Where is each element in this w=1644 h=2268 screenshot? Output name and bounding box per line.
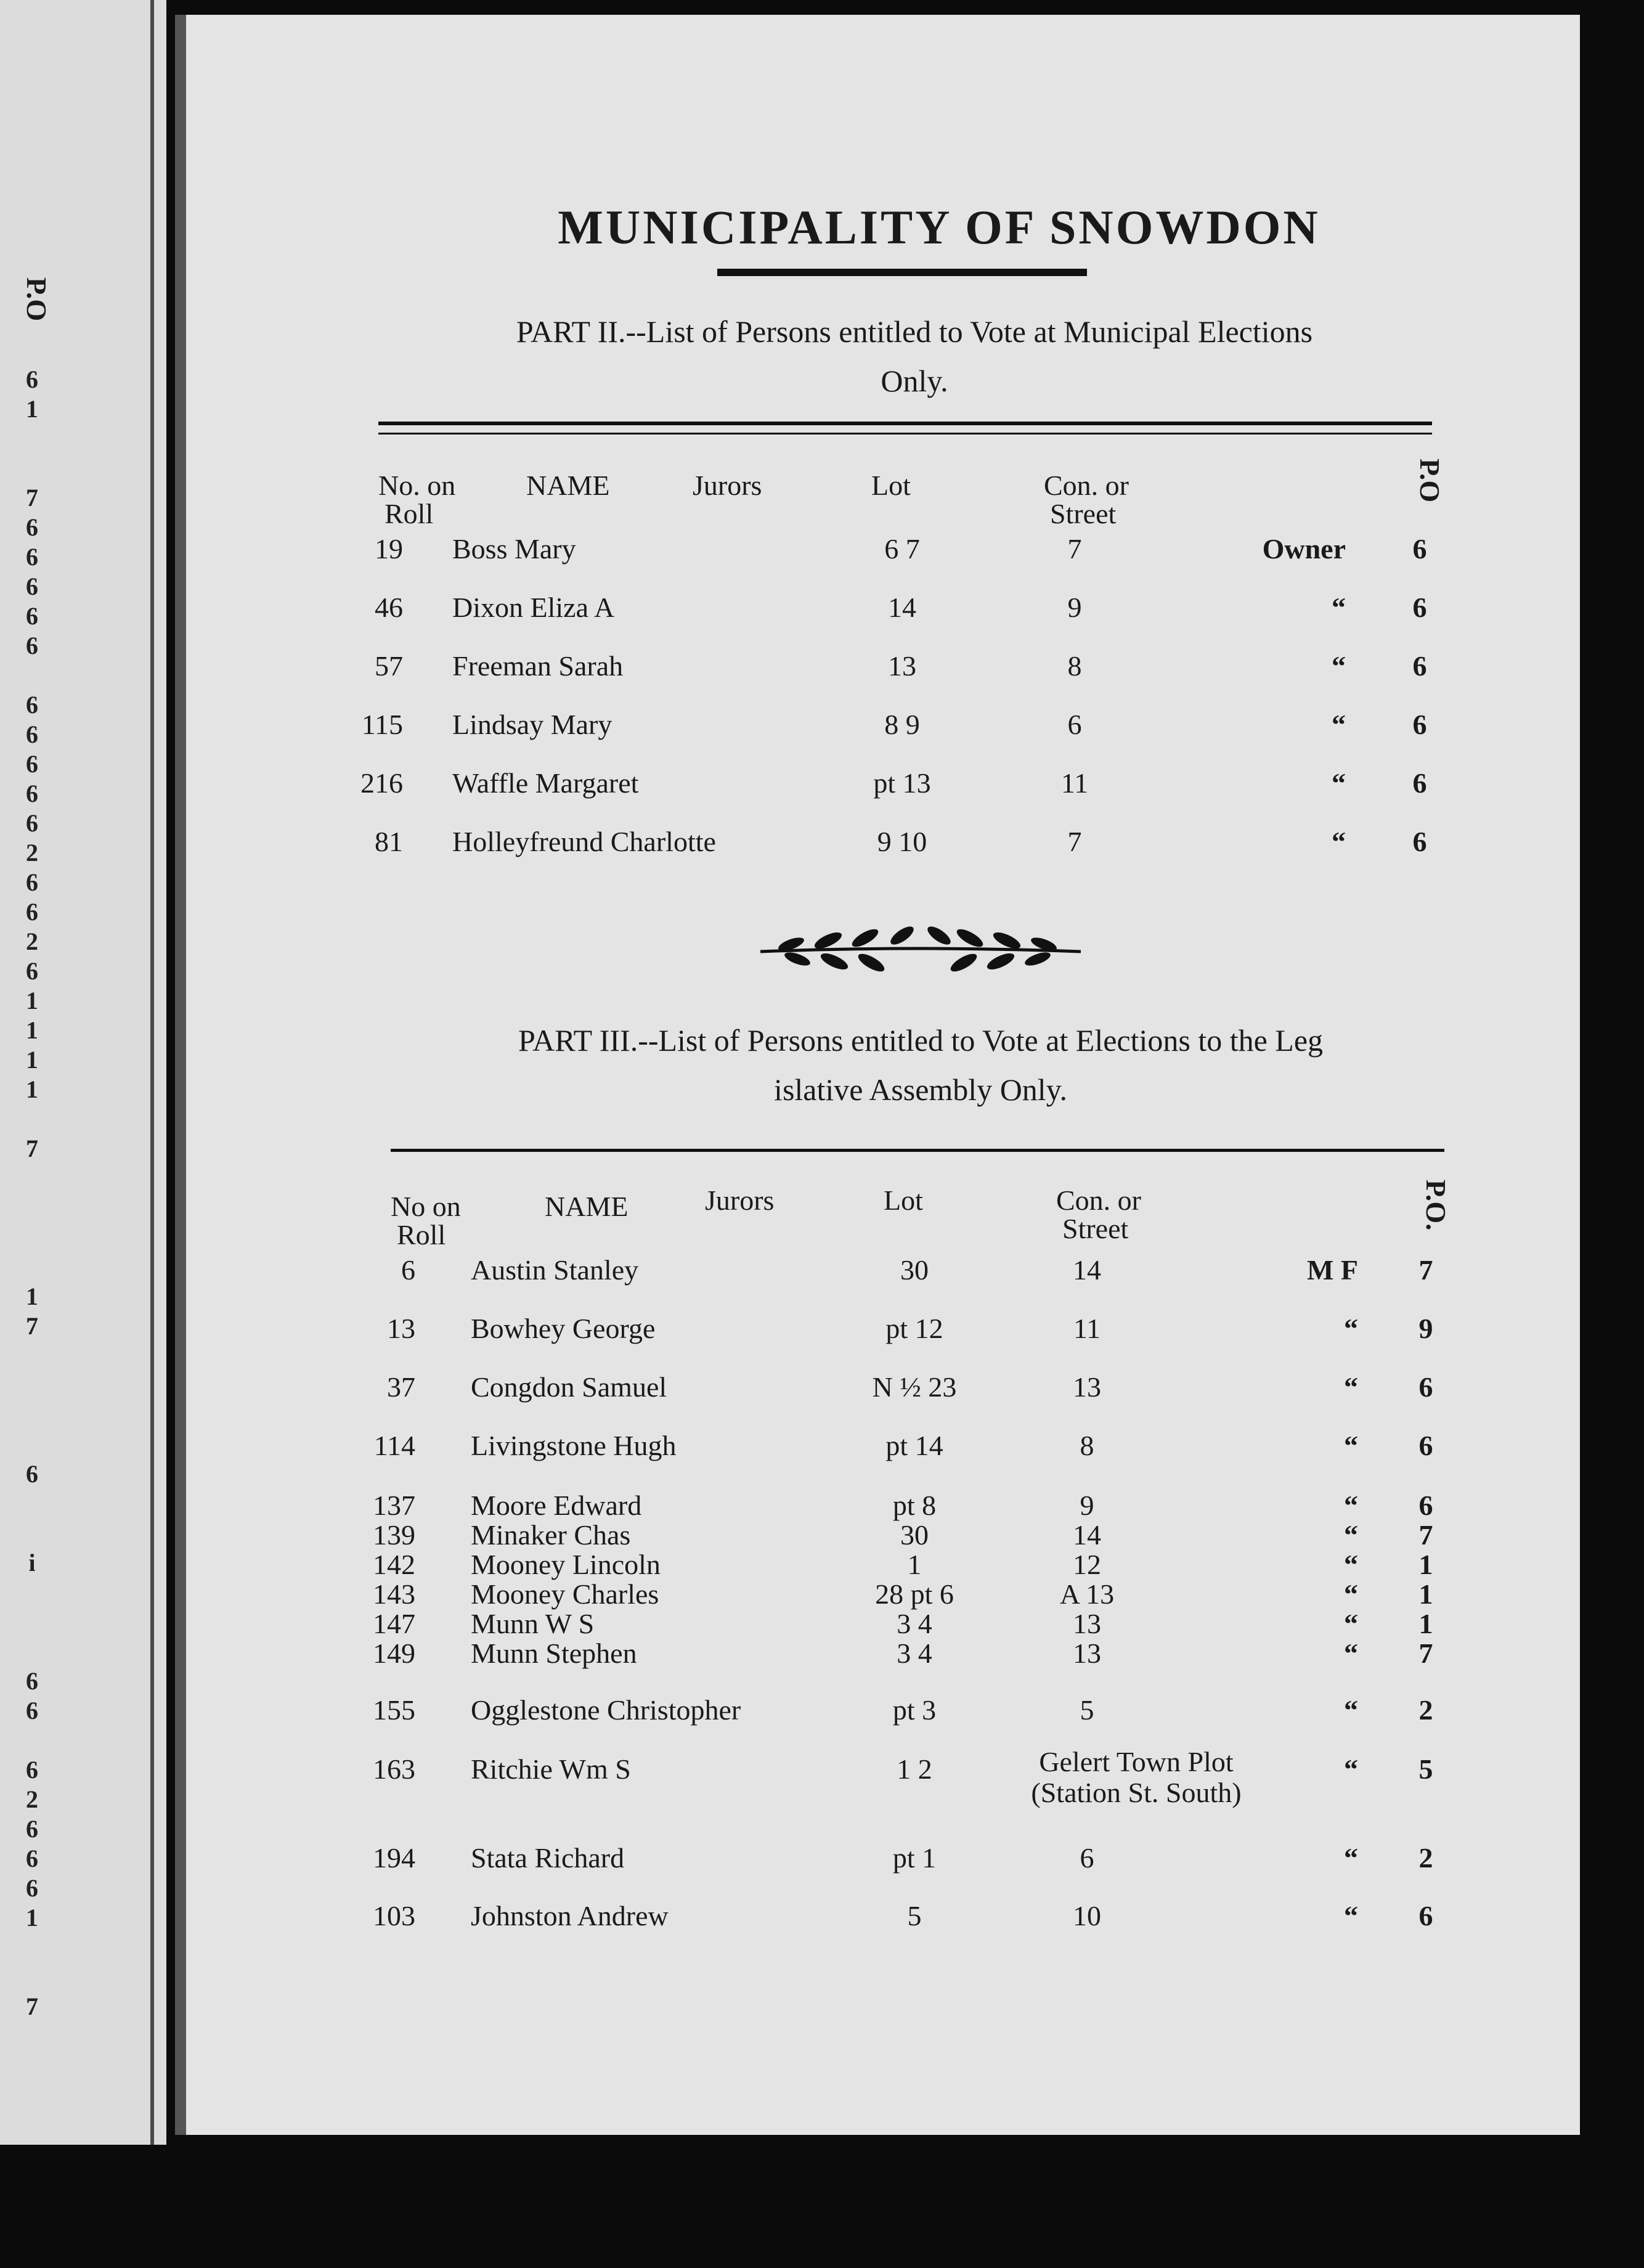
roll-number: 194 [373,1842,415,1874]
con-street-value: 6 [1067,709,1082,740]
left-po-number: 6 [26,691,38,719]
po-value: 1 [1418,1608,1433,1639]
left-po-number: 6 [26,750,38,778]
part2-header-roll: Roll [385,498,434,529]
roll-number: 137 [373,1490,415,1521]
po-value: 6 [1412,592,1427,623]
part2-header-lot: Lot [871,470,911,501]
roll-number: 155 [373,1694,415,1726]
table-row [175,767,1580,804]
left-po-number [14,1577,51,1606]
con-street-value: 14 [1073,1254,1101,1286]
roll-number: 13 [387,1313,415,1344]
lot-value: pt 1 [892,1842,937,1874]
juror-mark: “ [1344,1753,1358,1785]
left-po-number [14,1340,51,1369]
juror-mark: “ [1332,767,1346,799]
juror-mark: M F [1306,1254,1358,1286]
con-street-value: 9 [1080,1490,1094,1521]
voter-name: Congdon Samuel [471,1371,667,1403]
part3-top-rule [391,1149,1444,1152]
po-value: 5 [1418,1753,1433,1785]
left-po-number: 6 [26,513,38,541]
left-po-number: i [28,1549,36,1577]
left-po-number: 2 [26,928,38,955]
roll-number: 149 [373,1638,415,1669]
juror-mark: “ [1344,1519,1358,1551]
title-underline [717,269,1087,276]
po-value: 9 [1418,1313,1433,1344]
voter-name: Moore Edward [471,1490,642,1521]
part2-header-jurors: Jurors [693,470,762,501]
roll-number: 46 [375,592,403,623]
roll-number: 143 [373,1578,415,1610]
table-row [175,1312,1580,1349]
lot-value: 9 10 [877,826,927,857]
left-po-column [14,364,51,2020]
voter-name: Johnston Andrew [471,1900,669,1931]
left-po-number: 6 [26,365,38,393]
juror-mark: “ [1344,1842,1358,1874]
left-po-number: 1 [26,395,38,423]
voter-name: Mooney Lincoln [471,1549,661,1580]
left-po-number: 7 [26,1312,38,1340]
juror-mark: “ [1344,1490,1358,1521]
lot-value: N ½ 23 [872,1371,957,1403]
left-po-number [14,1222,51,1251]
left-po-number: 1 [26,1283,38,1310]
part2-header-po: P.O [1414,459,1446,503]
con-street-value: 13 [1073,1638,1101,1669]
left-po-number: 7 [26,484,38,512]
table-row [175,1899,1580,1936]
lot-value: 1 2 [897,1753,932,1785]
left-po-number [14,1606,51,1636]
roll-number: 6 [401,1254,415,1286]
left-po-number [14,423,51,452]
table-row [175,591,1580,628]
left-po-number [14,1162,51,1192]
voter-name: Mooney Charles [471,1578,659,1610]
part2-header-name: NAME [526,470,610,501]
con-street-value: A 13 [1059,1578,1115,1610]
po-value: 2 [1418,1694,1433,1726]
po-value: 6 [1418,1900,1433,1931]
left-po-number: 1 [26,1904,38,1931]
roll-number: 115 [361,709,403,740]
left-po-number [14,1724,51,1754]
part2-top-rule-2 [378,433,1432,434]
juror-mark: “ [1332,592,1346,623]
po-value: 6 [1412,709,1427,740]
juror-mark: “ [1344,1694,1358,1726]
voter-name: Freeman Sarah [452,650,624,682]
lot-value: 8 9 [884,709,920,740]
part3-header-roll: Roll [397,1219,446,1250]
left-po-number: 2 [26,1785,38,1813]
lot-value: 28 pt 6 [875,1578,954,1610]
juror-mark: “ [1344,1549,1358,1580]
table-row [175,532,1580,569]
left-po-number: 6 [26,602,38,630]
part3-heading-line1: PART III.--List of Persons entitled to Vote at Elections to the Leg [518,1023,1324,1058]
voter-name: Ogglestone Christopher [471,1694,741,1726]
roll-number: 81 [375,826,403,857]
table-row [175,1637,1580,1674]
left-po-number: 6 [26,573,38,600]
con-street-value: 12 [1073,1549,1101,1580]
juror-mark: “ [1344,1608,1358,1639]
part3-header-con: Con. or [1056,1185,1141,1216]
part3-header-po: P.O. [1420,1180,1452,1231]
left-po-number [14,659,51,689]
page-title: MUNICIPALITY OF SNOWDON [558,200,1320,254]
roll-number: 163 [373,1753,415,1785]
voter-name: Munn W S [471,1608,595,1639]
lot-value: pt 14 [885,1430,943,1461]
left-po-number: 6 [26,780,38,807]
part2-header-no: No. on [378,470,456,501]
roll-number: 19 [375,533,403,565]
voter-name: Austin Stanley [471,1254,639,1286]
con-street-value: 13 [1073,1608,1101,1639]
con-street-value: 5 [1080,1694,1094,1726]
left-po-number: 1 [26,987,38,1014]
table-row [175,1371,1580,1408]
roll-number: 114 [373,1430,415,1461]
po-value: 6 [1418,1371,1433,1403]
left-po-number [14,452,51,482]
part3-header-lot: Lot [884,1185,923,1216]
left-po-number: 6 [26,1697,38,1724]
lot-value: 3 4 [897,1608,932,1639]
table-row [175,650,1580,687]
po-value: 6 [1412,650,1427,682]
part3-header-jurors: Jurors [705,1185,775,1216]
juror-mark: “ [1332,709,1346,740]
roll-number: 216 [360,767,403,799]
juror-mark: “ [1344,1578,1358,1610]
po-value: 7 [1418,1519,1433,1551]
left-po-number: 1 [26,1016,38,1044]
juror-mark: “ [1332,826,1346,857]
table-row [175,1842,1580,1878]
left-po-number [14,1369,51,1399]
lot-value: pt 3 [892,1694,937,1726]
part2-header-street: Street [1050,498,1117,529]
roll-number: 147 [373,1608,415,1639]
left-facing-page [0,0,166,2145]
con-street-value: 7 [1067,826,1082,857]
left-po-number: 6 [26,809,38,837]
part2-top-rule [378,422,1432,425]
voter-name: Dixon Eliza A [452,592,615,623]
left-po-number [14,1192,51,1222]
left-po-number: 6 [26,720,38,748]
left-po-number: 6 [26,543,38,571]
po-value: 6 [1412,767,1427,799]
juror-mark: “ [1344,1638,1358,1669]
con-street-value: 10 [1073,1900,1101,1931]
roll-number: 57 [375,650,403,682]
left-po-number [14,1931,51,1961]
voter-name: Stata Richard [471,1842,625,1874]
po-value: 6 [1418,1490,1433,1521]
voter-name: Holleyfreund Charlotte [452,826,716,857]
left-po-number [14,1251,51,1281]
po-value: 1 [1418,1578,1433,1610]
page-margin-line [150,0,154,2145]
voter-name: Minaker Chas [471,1519,631,1551]
left-po-number [14,1636,51,1665]
left-po-number: 1 [26,1046,38,1074]
left-po-number: 7 [26,1993,38,2020]
table-row [175,825,1580,862]
po-value: 2 [1418,1842,1433,1874]
lot-value: 6 7 [884,533,920,565]
lot-value: 30 [900,1254,929,1286]
part3-header-no: No on [391,1191,461,1222]
con-street-value: 13 [1073,1371,1101,1403]
table-row [175,1254,1580,1291]
left-po-number: 7 [26,1135,38,1162]
part2-header-con: Con. or [1044,470,1129,501]
con-street-value: 6 [1080,1842,1094,1874]
left-po-number: 6 [26,632,38,659]
lot-value: 3 4 [897,1638,932,1669]
leaf-ornament-icon [748,921,1093,976]
po-value: 7 [1418,1638,1433,1669]
con-street-value: 11 [1073,1313,1101,1344]
lot-value: 5 [907,1900,922,1931]
po-value: 7 [1418,1254,1433,1286]
left-po-number: 6 [26,868,38,896]
juror-mark: Owner [1262,533,1346,565]
left-po-number [14,1399,51,1429]
po-value: 6 [1412,533,1427,565]
left-po-number [14,1961,51,1991]
left-po-number: 6 [26,957,38,985]
lot-value: pt 12 [885,1313,943,1344]
con-street-value: 9 [1067,592,1082,623]
voter-name: Ritchie Wm S [471,1753,631,1785]
juror-mark: “ [1344,1371,1358,1403]
left-po-number: 6 [26,1756,38,1784]
part2-heading-line2: Only. [881,364,948,398]
roll-number: 37 [387,1371,415,1403]
table-row [175,1694,1580,1731]
left-po-number: 6 [26,898,38,926]
juror-mark: “ [1332,650,1346,682]
part3-header-name: NAME [545,1191,629,1222]
con-street-value: 14 [1073,1519,1101,1551]
voter-name: Munn Stephen [471,1638,637,1669]
voter-name: Lindsay Mary [452,709,612,740]
left-po-number [14,1517,51,1547]
document-page [175,15,1580,2135]
left-po-number [14,1429,51,1458]
voter-name: Boss Mary [452,533,576,565]
con-street-value: 7 [1067,533,1082,565]
lot-value: 14 [888,592,916,623]
juror-mark: “ [1344,1313,1358,1344]
juror-mark: “ [1344,1900,1358,1931]
lot-value: pt 8 [892,1490,937,1521]
part2-heading-line1: PART II.--List of Persons entitled to Vote at Municipal Elections [516,314,1313,349]
part3-heading-line2: islative Assembly Only. [774,1072,1067,1107]
left-po-number [14,1103,51,1133]
left-po-number: 6 [26,1845,38,1872]
voter-name: Bowhey George [471,1313,656,1344]
left-po-number: 6 [26,1667,38,1695]
station-st-south: (Station St. South) [1031,1777,1242,1808]
lot-value: 13 [888,650,916,682]
table-row [175,1753,1580,1790]
con-street-value: 8 [1080,1430,1094,1461]
left-po-number: 1 [26,1075,38,1103]
po-value: 1 [1418,1549,1433,1580]
roll-number: 142 [373,1549,415,1580]
juror-mark: “ [1344,1430,1358,1461]
left-po-number: 2 [26,839,38,867]
left-po-number [14,1488,51,1517]
left-po-header: P.O [21,277,52,322]
roll-number: 139 [373,1519,415,1551]
table-row [175,708,1580,745]
po-value: 6 [1418,1430,1433,1461]
lot-value: 1 [907,1549,922,1580]
page-gutter-shadow [175,15,186,2135]
voter-name: Livingstone Hugh [471,1430,677,1461]
con-street-value: 8 [1067,650,1082,682]
part3-header-street: Street [1062,1213,1129,1244]
gelert-town-plot: Gelert Town Plot [1039,1746,1234,1777]
voter-name: Waffle Margaret [452,767,639,799]
lot-value: 30 [900,1519,929,1551]
left-po-number: 6 [26,1460,38,1488]
lot-value: pt 13 [873,767,931,799]
table-row [175,1429,1580,1466]
po-value: 6 [1412,826,1427,857]
left-po-number: 6 [26,1815,38,1843]
left-po-number: 6 [26,1874,38,1902]
roll-number: 103 [373,1900,415,1931]
con-street-value: 11 [1060,767,1089,799]
